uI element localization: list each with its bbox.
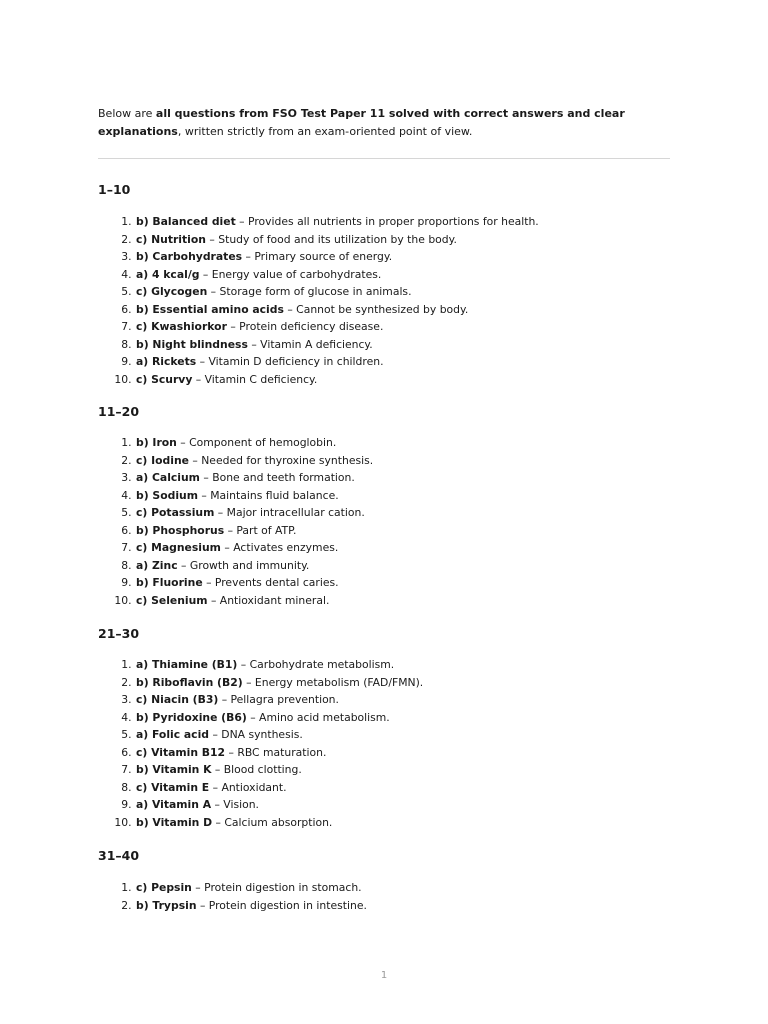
answer-item xyxy=(135,674,670,692)
answer-explanation: – Maintains fluid balance. xyxy=(197,488,339,502)
answer-option: a) Rickets xyxy=(136,355,197,368)
answer-option: c) Kwashiorkor xyxy=(136,320,227,333)
answer-explanation: – Vitamin A deficiency. xyxy=(247,337,373,351)
answer-item xyxy=(135,726,670,744)
answer-item xyxy=(135,336,670,354)
answer-explanation: – Blood clotting. xyxy=(211,763,302,776)
answer-item xyxy=(135,814,670,832)
answer-item xyxy=(135,213,670,231)
answer-option: c) Magnesium xyxy=(136,541,221,554)
answer-option: c) Vitamin E xyxy=(136,780,210,794)
answer-option: b) Night blindness xyxy=(136,337,248,351)
answer-explanation: – Growth and immunity. xyxy=(177,558,310,572)
answer-explanation: – Part of ATP. xyxy=(224,523,297,537)
answer-option: c) Vitamin B12 xyxy=(136,745,226,759)
answer-explanation: – Needed for thyroxine synthesis. xyxy=(188,453,374,467)
answer-explanation: – Primary source of energy. xyxy=(242,250,393,263)
answer-option: b) Iron xyxy=(136,436,177,449)
answer-explanation: – Protein digestion in intestine. xyxy=(196,898,367,912)
answer-option: b) Pyridoxine (B6) xyxy=(136,710,247,724)
answer-explanation: – Protein digestion in stomach. xyxy=(191,881,362,894)
section-title-31-40: 31–40 xyxy=(98,848,140,863)
answer-item xyxy=(135,779,670,797)
answer-option: a) Folic acid xyxy=(136,728,210,741)
page-number: 1 xyxy=(380,970,388,981)
answer-option: c) Glycogen xyxy=(136,285,208,298)
answer-item xyxy=(135,574,670,592)
answer-explanation: – Major intracellular cation. xyxy=(214,506,365,519)
answer-option: b) Vitamin K xyxy=(136,763,212,776)
answer-explanation: – Vitamin D deficiency in children. xyxy=(196,355,384,368)
answer-option: b) Essential amino acids xyxy=(136,302,284,316)
answer-option: b) Balanced diet xyxy=(136,215,236,228)
section-title-11-20: 11–20 xyxy=(98,404,140,419)
intro-paragraph xyxy=(98,105,670,141)
answer-item xyxy=(135,522,670,540)
answer-item xyxy=(135,539,670,557)
answer-option: b) Sodium xyxy=(136,488,198,502)
answer-item xyxy=(135,231,670,249)
answer-item xyxy=(135,353,670,371)
answer-explanation: – Provides all nutrients in proper proportions for health. xyxy=(235,215,539,228)
answer-option: b) Fluorine xyxy=(136,576,203,589)
answer-explanation: – Component of hemoglobin. xyxy=(176,436,337,449)
answer-item xyxy=(135,709,670,727)
answer-option: c) Selenium xyxy=(136,593,208,607)
answer-explanation: – Energy value of carbohydrates. xyxy=(199,267,382,281)
answer-item xyxy=(135,592,670,610)
answer-item xyxy=(135,504,670,522)
answer-explanation: – Antioxidant. xyxy=(209,780,287,794)
answer-explanation: – Storage form of glucose in animals. xyxy=(207,285,412,298)
answer-option: c) Pepsin xyxy=(136,881,192,894)
answer-option: b) Phosphorus xyxy=(136,523,225,537)
answer-explanation: – Bone and teeth formation. xyxy=(199,471,355,484)
answer-option: a) Thiamine (B1) xyxy=(136,658,238,671)
section-title-1-10: 1–10 xyxy=(98,182,131,197)
answer-option: b) Vitamin D xyxy=(136,815,213,829)
answer-list-11-20 xyxy=(98,434,670,609)
answer-item xyxy=(135,879,670,897)
answer-item xyxy=(135,283,670,301)
answer-option: a) Vitamin A xyxy=(136,798,212,811)
answer-list-21-30 xyxy=(98,656,670,831)
section-title-21-30: 21–30 xyxy=(98,626,140,641)
answer-explanation: – Energy metabolism (FAD/FMN). xyxy=(242,675,424,689)
answer-option: b) Trypsin xyxy=(136,898,197,912)
answer-explanation: – Study of food and its utilization by the body. xyxy=(205,232,457,246)
answer-option: c) Nutrition xyxy=(136,232,206,246)
intro-prefix: Below are xyxy=(98,107,156,120)
answer-explanation: – Protein deficiency disease. xyxy=(226,320,384,333)
answer-explanation: – Activates enzymes. xyxy=(220,541,339,554)
answer-explanation: – Cannot be synthesized by body. xyxy=(283,302,469,316)
answer-option: c) Potassium xyxy=(136,506,215,519)
answer-explanation: – Antioxidant mineral. xyxy=(207,593,330,607)
answer-explanation: – Carbohydrate metabolism. xyxy=(237,658,395,671)
answer-item xyxy=(135,469,670,487)
answer-option: a) Calcium xyxy=(136,471,200,484)
answer-explanation: – Prevents dental caries. xyxy=(202,576,339,589)
intro-bold: all questions from FSO Test Paper 11 solved with correct answers and clear explanations xyxy=(98,107,625,138)
answer-explanation: – Pellagra prevention. xyxy=(218,693,339,706)
answer-item xyxy=(135,557,670,575)
answer-explanation: – Calcium absorption. xyxy=(212,815,333,829)
answer-item xyxy=(135,434,670,452)
answer-option: c) Iodine xyxy=(136,453,189,467)
answer-option: b) Riboflavin (B2) xyxy=(136,675,243,689)
answer-item xyxy=(135,761,670,779)
answer-explanation: – Vitamin C deficiency. xyxy=(192,372,318,386)
answer-item xyxy=(135,487,670,505)
divider xyxy=(98,158,670,159)
answer-list-1-10 xyxy=(98,213,670,388)
answer-list-31-40 xyxy=(98,879,670,914)
answer-explanation: – Vision. xyxy=(211,798,259,811)
answer-item xyxy=(135,452,670,470)
answer-explanation: – DNA synthesis. xyxy=(209,728,303,741)
answer-item xyxy=(135,301,670,319)
answer-option: a) Zinc xyxy=(136,558,178,572)
answer-item xyxy=(135,248,670,266)
answer-item xyxy=(135,897,670,915)
intro-suffix: , written strictly from an exam-oriented point of view. xyxy=(177,125,473,138)
answer-item xyxy=(135,744,670,762)
answer-item xyxy=(135,691,670,709)
answer-option: b) Carbohydrates xyxy=(136,250,243,263)
answer-item xyxy=(135,371,670,389)
answer-item xyxy=(135,318,670,336)
answer-explanation: – Amino acid metabolism. xyxy=(246,710,390,724)
answer-item xyxy=(135,796,670,814)
answer-item xyxy=(135,266,670,284)
answer-option: c) Scurvy xyxy=(136,372,193,386)
answer-option: a) 4 kcal/g xyxy=(136,267,200,281)
answer-item xyxy=(135,656,670,674)
answer-option: c) Niacin (B3) xyxy=(136,693,219,706)
answer-explanation: – RBC maturation. xyxy=(225,745,327,759)
